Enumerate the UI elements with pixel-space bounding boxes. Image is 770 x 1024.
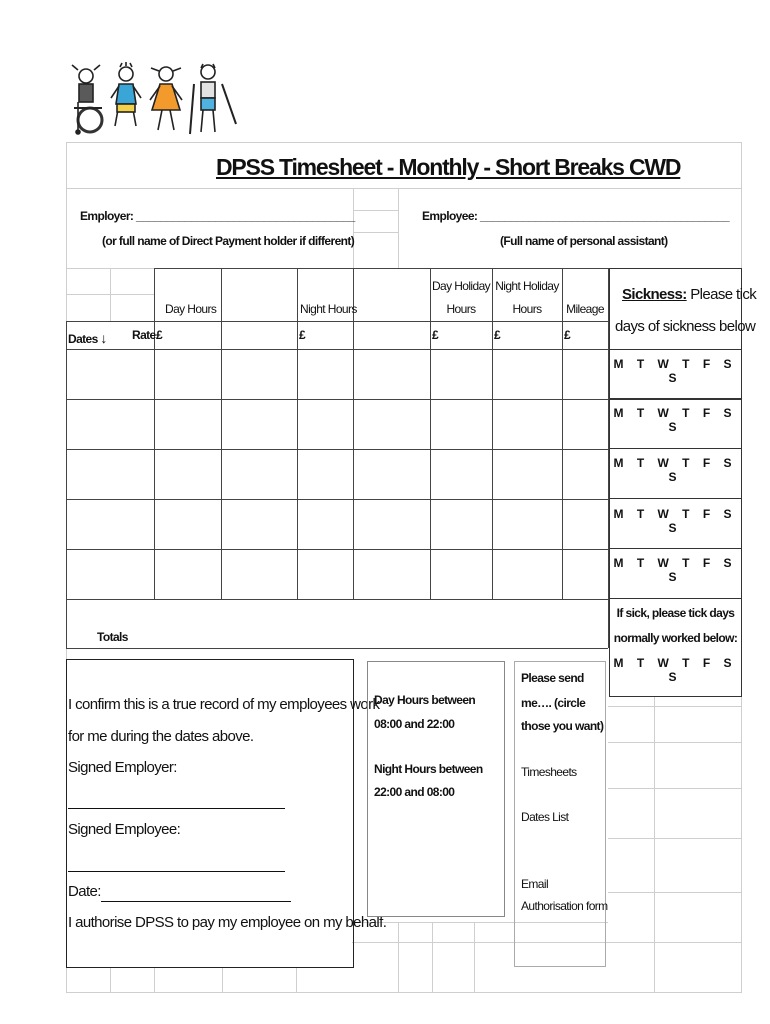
- option-authorisation-form[interactable]: Authorisation form: [521, 899, 608, 913]
- day-hours-header: Day Hours: [165, 302, 217, 316]
- totals-label: Totals: [97, 630, 128, 644]
- employee-label: Employee: _________________________________________: [422, 209, 730, 223]
- night-hours-range: 22:00 and 08:00: [374, 785, 455, 799]
- confirm-line-2: for me during the dates above.: [68, 728, 254, 745]
- option-timesheets[interactable]: Timesheets: [521, 765, 577, 779]
- employee-signature-line[interactable]: [68, 871, 285, 872]
- day-holiday-header: Day Holiday: [431, 279, 491, 293]
- signed-employer-label: Signed Employer:: [68, 759, 177, 776]
- confirm-line-1: I confirm this is a true record of my employees work: [68, 696, 380, 713]
- day-hours-between: Day Hours between: [374, 693, 476, 707]
- date-line[interactable]: [101, 901, 291, 902]
- pound-day-holiday: £: [432, 328, 439, 342]
- arrow-down-icon: ↓: [100, 330, 107, 346]
- signed-employee-label: Signed Employee:: [68, 821, 181, 838]
- employer-signature-line[interactable]: [68, 808, 285, 809]
- sickness-days-row-6[interactable]: M T W T F S S: [613, 656, 737, 684]
- night-hours-header: Night Hours: [300, 302, 357, 316]
- night-holiday-header: Night Holiday: [495, 279, 559, 293]
- wheelchair-figure-icon: [72, 65, 102, 134]
- sick-footer-1: If sick, please tick days: [616, 606, 735, 620]
- day-hours-range: 08:00 and 22:00: [374, 717, 455, 731]
- pound-night-hours: £: [299, 328, 306, 342]
- employer-note: (or full name of Direct Payment holder if different): [102, 234, 355, 248]
- pound-day-hours: £: [156, 328, 163, 342]
- night-hours-between: Night Hours between: [374, 762, 483, 776]
- sickness-days-row-5[interactable]: M T W T F S S: [613, 556, 737, 584]
- please-send-line-3: those you want): [521, 719, 604, 733]
- day-holiday-header-2: Hours: [446, 302, 476, 316]
- sickness-days-row-1[interactable]: M T W T F S S: [613, 357, 737, 385]
- rate-header: Rate: [132, 328, 156, 342]
- option-dates-list[interactable]: Dates List: [521, 810, 569, 824]
- mileage-header: Mileage: [566, 302, 604, 316]
- authorise-line: I authorise DPSS to pay my employee on my behalf.: [68, 914, 387, 931]
- night-holiday-header-2: Hours: [512, 302, 542, 316]
- date-label: Date:: [68, 883, 101, 900]
- dates-label: Dates: [68, 332, 98, 346]
- dates-header: [68, 330, 107, 346]
- please-send-line-1: Please send: [521, 671, 584, 685]
- sickness-heading: [622, 286, 756, 303]
- sickness-days-row-3[interactable]: M T W T F S S: [613, 456, 737, 484]
- sickness-days-row-2[interactable]: M T W T F S S: [613, 406, 737, 434]
- option-email[interactable]: Email: [521, 877, 549, 891]
- crutches-child-figure-icon: [190, 64, 236, 134]
- employer-label: Employer: ____________________________________: [80, 209, 355, 223]
- sickness-label: Sickness:: [622, 286, 687, 303]
- children-logo-image: [66, 62, 241, 140]
- sick-footer-2: normally worked below:: [613, 631, 738, 645]
- sickness-days-row-4[interactable]: M T W T F S S: [613, 507, 737, 535]
- please-send-line-2: me…. (circle: [521, 696, 586, 710]
- orange-child-figure-icon: [150, 67, 182, 130]
- page-title: DPSS Timesheet - Monthly - Short Breaks CWD: [216, 154, 681, 180]
- sickness-instruction-2: days of sickness below: [615, 318, 756, 335]
- pound-mileage: £: [564, 328, 571, 342]
- employee-note: (Full name of personal assistant): [500, 234, 668, 248]
- pound-night-holiday: £: [494, 328, 501, 342]
- sickness-instruction: Please tick: [686, 286, 757, 303]
- blue-child-figure-icon: [111, 62, 141, 126]
